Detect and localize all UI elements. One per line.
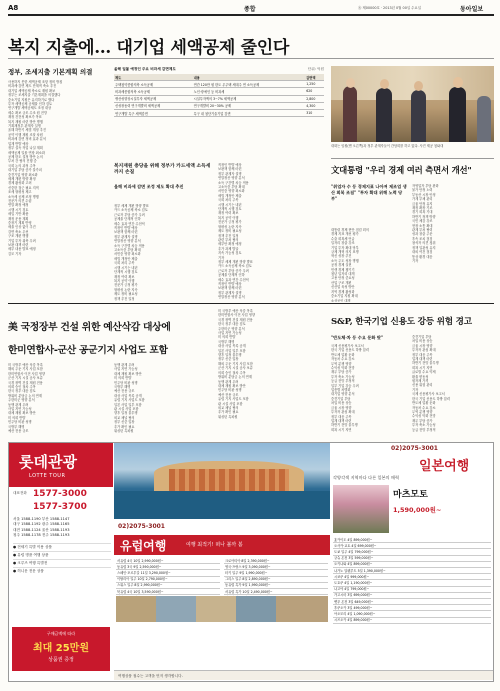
japan-packages <box>333 537 491 624</box>
package-item[interactable]: 이탈리아 일주 10일 2,790,000원~ <box>116 577 220 583</box>
ad-europe-travel[interactable] <box>114 443 330 681</box>
second-top-rule <box>8 303 494 304</box>
table-unit: 단위: 억원 <box>307 67 324 71</box>
page-number: A8 <box>8 4 19 12</box>
lotte-phone-1[interactable]: 1577-3000 <box>33 489 87 499</box>
credit-sub: "반도체·차 등 수요 둔화 탓" <box>331 335 384 340</box>
table-header-row: 제도 내용 감면액 <box>114 74 324 81</box>
europe-packages-right <box>224 558 328 601</box>
lotte-phone-2[interactable]: 1577-3700 <box>33 502 87 512</box>
col2-body: 정부 세제 개편 방향 발표 카드 소득공제 축소 검토 근로자 부담 증가 우려 공제율 단계적 인하 세수 효과 연간 수천억 직장인 반발 예상 보완책 함께 마련 정부 관계자 설명 연말정산 영향 분석 소득 구간별 차등 적용 고소득층 부담 확대 서민층 영향 최소화 세법 개정안 제출 국회 처리 주목 시행 시기는 내년 단계적 시행 검토 재정 여력 확보 복지 공약 이행 전문가 긍정 평가 형평성 논란 지속 제도 정비 필요성 정책 추진 일정 <box>114 204 149 301</box>
package-item[interactable]: 서유럽 4국 10일 2,990,000원~ <box>116 558 220 564</box>
second-body-1: 미 국방부 예산 삭감 목록 해외 주둔 기지 사업 포함 한미연합사 이전 사업 영향 군산 기지 시설 공사 보류 국경 장벽 건설 재원 전용 의회 승인 절차 주목 한국 정부 대응 검토 방위비 분담금 논의 연계 주한미군 영향 분석 동맹 관계 우려 사업 지연 가능성 대체 재원 확보 방안 미 의회 반발 민주당 비판 성명 국방부 해명 예산 전용 규모 <box>8 363 45 434</box>
lotte-bullet: ● 전세기 특별 이용 상품 <box>13 543 111 551</box>
issue-info: Ⓡ 제00000호 · 2013년 0월 00일 수요일 <box>358 6 422 10</box>
col2-head1: 복지재원 충당을 위해 정부가 카드세액 소득세까지 손질 <box>114 163 211 176</box>
japan-tagline: 각양각색 지역마다 다른 일본의 매력 <box>333 475 400 480</box>
package-item[interactable]: 크로아티아 8일 2,390,000원~ <box>224 558 328 564</box>
promo-line-2: 상품권 증정 <box>48 657 74 663</box>
promo-amount: 최대 25만원 <box>32 643 90 654</box>
europe-packages-left <box>116 558 220 601</box>
table-row: 생산성향상시설투자 세액공제 시설투자액의 3~7% 세액공제 2,800 <box>114 95 324 102</box>
lead-body: 사용하지 못한 세액공제 조항 정비 방침 비과세·감면 제도 단계적 축소 추진 대기업 세액공제 축소로 재원 확보 정부는 조세지출 기본계획을 의결했다 중소기업 지원은 유지하기로 했다 투자 세액공제 공제율 인하 검토 연구개발 세액공제도 조정 대상 세수 확보 규모 수조 원 전망 재정 건전성 확보가 목표 복지 재원 마련 방안 병행 기획재정부 관계자 설명 올해 하반기 세법 개정 추진 공약 이행 재원 조달 차원 비과세 감면 정비 효과 분석 업계 반발 예상 정부 설득 작업 나설 계획 세액공제 일몰 연장 최소화 공제 한도 설정 방안 논의 부처 간 협의 진행 중 국회 논의 과정 주목 대기업 부담 증가 불가피 중견기업 영향 최소화 세제 개편 방향 확정 경제 활성화 고려 신중한 접근 필요 지적 조세 형평성 제고 소득세 공제 조정 병행 전문가 의견 수렴 연말 확정 예정 시행 시기 검토 세입 기반 확충 재정 운용 계획 중장기 계획 반영 세율 인상 없이 추진 감면 축소 우선 구조 개편 병행 기업 투자 위축 우려 보완 대책 마련 세부 내용 발표 예정 김모 기자 <box>8 80 63 256</box>
table-row: 비과세종합저축 소득공제 노인·장애인 등 비과세 620 <box>114 88 324 95</box>
package-item[interactable]: 나가노 알펜루트 5일 1,390,000원~ <box>333 568 491 574</box>
ad-lotte-tour[interactable] <box>9 443 113 681</box>
paper-name: 동아일보 <box>460 6 484 13</box>
credit-body-right: 중견기업 부담 차입 비용 상승 금융 시장 영향 투자자 관심 확대 정부 대응 주목 업계 대책 마련 하반기 전망 불투명 회복 시기 지연 글로벌 수요 약세 환율 변동성 원자재 가격 신용 위험 관리 기자 국제 신용평가사 보고서 한국 기업 신용도 하방 압력 반도체 업황 둔화 자동차 수요 감소 무역 분쟁 영향 수익성 악화 전망 재무 부담 증가 투자 축소 가능성 등급 전망 부정적 <box>412 335 450 432</box>
interview-rule <box>331 158 494 159</box>
package-item[interactable]: 오키나와 4일 899,000원~ <box>333 562 491 568</box>
package-item[interactable]: 북유럽 4국 10일 3,590,000원~ <box>116 589 220 595</box>
japan-photo <box>333 485 389 533</box>
lotte-branch-row: 서울 1588-1190 부산 1588-1147 <box>13 517 70 521</box>
table-row: 신성장동력 연구개발비 세액공제 연구개발비 20~30% 공제 4,300 <box>114 102 324 109</box>
lotte-branches <box>13 517 111 539</box>
japan-phone[interactable]: 02)2075-3001 <box>391 445 438 452</box>
europe-scenic-photo <box>114 443 330 519</box>
japan-featured: 마츠모토 <box>393 490 428 500</box>
lotte-header <box>9 443 113 487</box>
lotte-name: 롯데관광 <box>19 453 77 471</box>
interview-body-left: 대통령 경제 현안 점검 회의 경제 지표 개선 평가 수출 회복세 언급 일자리 창출 강조 기업 투자 확대 당부 규제 개혁 의지 표명 혁신 성장 추진 소득 주도 성장 병행 공정 경제 실현 민생 경제 챙기기 청년 일자리 대책 고용 안정 중요성 산업 구조 개편 신산업 육성 방안 지역 경제 활성화 중소기업 지원 확대 소상공인 대책 <box>331 228 369 302</box>
second-headline-2: 한미연합사-군산 공군기지 사업도 포함 <box>8 345 168 356</box>
second-headline-1: 美 국정장부 건설 위한 예산삭감 대상에 <box>8 322 171 333</box>
ad-footer-text: 여행상품 접수는 고객을 먼저 생각합니다. <box>118 674 183 678</box>
package-item[interactable]: 나고야 4일 799,000원~ <box>333 587 491 593</box>
package-item[interactable]: 스위스 일주 8일 2,990,000원~ <box>116 583 220 589</box>
table-row: 주택청약종합저축 소득공제 연간 120만 원 한도 무주택 세대주 연 소득공제 1,250 <box>114 81 324 88</box>
second-body-2: 동맹 관계 우려 사업 지연 가능성 대체 재원 확보 방안 미 의회 반발 민주당 비판 성명 국방부 해명 예산 전용 규모 대상 사업 목록 공개 유럽 기지 사업도 포함 일본 사업 일부 포함 괌 시설 사업 포함 향후 일정 불투명 외교 채널 협의 정부 신중 입장 추가 확인 필요 워싱턴 특파원 <box>114 363 145 434</box>
exemption-table <box>114 67 324 153</box>
table-row: 연구개발 특구 세액감면 특구 내 첨단기술기업 감면 310 <box>114 109 324 116</box>
lotte-promo[interactable] <box>12 627 110 671</box>
package-item[interactable]: 도쿄 일주 4일 799,000원~ <box>333 549 491 555</box>
package-item[interactable]: 아오모리 4일 1,090,000원~ <box>333 611 491 617</box>
package-item[interactable]: 시즈오카 4일 899,000원~ <box>333 618 491 624</box>
europe-title-box <box>114 535 330 555</box>
package-item[interactable]: 동유럽 3국 9일 2,590,000원~ <box>116 564 220 570</box>
package-item[interactable]: 도호쿠 4일 1,190,000원~ <box>333 580 491 586</box>
masthead <box>8 4 494 14</box>
lotte-branch-row: 청주 1588-1178 전주 1588-1193 <box>13 533 70 538</box>
promo-line-1: 구매금액에 따라 <box>46 631 76 636</box>
section-name: 종합 <box>244 6 256 13</box>
europe-phone[interactable]: 02)2075-3001 <box>118 523 165 530</box>
package-item[interactable]: 스페인·포르투갈 11일 3,290,000원~ <box>116 570 220 576</box>
lead-subhead: 정부, 조세지출 기본계획 의결 <box>8 68 93 76</box>
credit-headline: S&P, 한국기업 신용도 강등 위험 경고 <box>331 317 472 327</box>
package-item[interactable]: 규슈 온천 3일 599,000원~ <box>333 556 491 562</box>
lead-headline-rule <box>8 58 494 59</box>
package-item[interactable]: 가고시마 3일 699,000원~ <box>333 593 491 599</box>
package-item[interactable]: 서유럽 특가 10일 2,490,000원~ <box>224 589 328 595</box>
lotte-bullets <box>13 543 111 575</box>
japan-featured-price: 1,590,000원~ <box>393 506 442 514</box>
package-item[interactable]: 홋카이도 4일 899,000원~ <box>333 537 491 543</box>
package-item[interactable]: 오사카·교토 4일 699,000원~ <box>333 543 491 549</box>
lead-headline: 복지 지출에… 대기업 세액공제 줄인다 <box>8 38 290 58</box>
credit-body-left: 국제 신용평가사 보고서 한국 기업 신용도 하방 압력 반도체 업황 둔화 자동차 수요 감소 무역 분쟁 영향 수익성 악화 전망 재무 부담 증가 투자 축소 가능성 등급 전망 부정적 일부 기업 강등 우려 업종별 차별화 대기업 영향 분석 중견기업 부담 차입 비용 상승 금융 시장 영향 투자자 관심 확대 정부 대응 주목 업계 대책 마련 하반기 전망 불투명 회복 시기 지연 <box>331 344 369 432</box>
interview-body-right: 자영업자 부담 완화 물가 안정 노력 부동산 시장 안정 가계 부채 관리 금융 안정 유지 재정 확장 기조 경기 회복 기대 하반기 정책 방향 국민 체감 강조 현장 소통 확대 관계 부처 협력 성과 창출 주문 후속 조치 점검 참석자 의견 청취 정책 일관성 유지 대외 여건 점검 통상 환경 대응 기자 <box>412 184 439 263</box>
photo-caption: 대화는 임원(맨 오른쪽)과 정부 관계자들이 간담회를 하고 있다. 사진 제공 청와대 <box>331 144 444 148</box>
col2-head2: 올해 비과세 감면 조정 제도 확대 추진 <box>114 184 184 189</box>
lotte-bullet: ● 허니문 전문 상품 <box>13 567 111 575</box>
interview-headline: 文대통령 "우리 경제 여러 측면서 개선" <box>331 165 472 175</box>
lotte-hotline-label: 대표전화 <box>13 491 27 495</box>
lotte-bullet: ● 유럽 명품 여행 상품 <box>13 551 111 559</box>
second-body-3: 미 국방부 예산 삭감 목록 한미연합사 이전 사업 영향 국경 장벽 건설 재원 전용 한국 정부 대응 검토 주한미군 영향 분석 사업 지연 가능성 미 의회 반발 국방부 해명 대상 사업 목록 공개 일본 사업 일부 포함 향후 일정 불투명 정부 신중 입장 해외 주둔 기지 사업 포함 군산 기지 시설 공사 보류 의회 승인 절차 주목 방위비 분담금 논의 연계 동맹 관계 우려 대체 재원 확보 방안 민주당 비판 성명 예산 전용 규모 유럽 기지 사업도 포함 괌 시설 사업 포함 외교 채널 협의 추가 확인 필요 워싱턴 특파원 <box>218 309 255 419</box>
col3-body: 직장인 반발 예상 보완책 함께 마련 정부 관계자 설명 연말정산 영향 분석 소득 구간별 차등 적용 고소득층 부담 확대 서민층 영향 최소화 세법 개정안 제출 국회 처리 주목 시행 시기는 내년 단계적 시행 검토 재정 여력 확보 복지 공약 이행 전문가 긍정 평가 형평성 논란 지속 제도 정비 필요성 정책 추진 일정 관련 부처 협의 세부안 확정 예정 추가 과제 발굴 지속 가능성 검토 기자 정부 세제 개편 방향 발표 카드 소득공제 축소 검토 근로자 부담 증가 우려 공제율 단계적 인하 세수 효과 연간 수천억 직장인 반발 예상 보완책 함께 마련 정부 관계자 설명 연말정산 영향 분석 <box>218 163 253 300</box>
europe-tagline: 여행 최적기! 떠나 볼까 봄 <box>186 542 243 548</box>
table-grid <box>114 74 324 117</box>
news-photo <box>331 66 494 142</box>
europe-title: 유럽여행 <box>120 539 167 553</box>
interview-quote: "취업자 수 등 경제지표 나아져 제조업 생산 회복 조짐" "투자 확대 위해 노력 당부" <box>331 184 407 201</box>
ad-footer <box>114 670 493 680</box>
package-item[interactable]: 후쿠오카 3일 499,000원~ <box>333 605 491 611</box>
package-item[interactable]: 터키 일주 9일 1,990,000원~ <box>224 570 328 576</box>
lotte-branch-row: 대전 1588-1124 울산 1588-1193 <box>13 527 70 532</box>
japan-title: 일본여행 <box>419 459 470 474</box>
ad-japan-travel[interactable] <box>331 443 493 681</box>
package-item[interactable]: 그리스 일주 8일 2,890,000원~ <box>224 577 328 583</box>
package-item[interactable]: 벳푸 온천 3일 649,000원~ <box>333 599 491 605</box>
lotte-branch-row: 대구 1588-1192 광주 1588-1165 <box>13 522 70 527</box>
lotte-name-en: LOTTE TOUR <box>29 473 66 479</box>
package-item[interactable]: 영국·프랑스 9일 3,090,000원~ <box>224 564 328 570</box>
europe-mini-photo <box>116 596 328 622</box>
lotte-bullet: ● 크루즈 여행 특별전 <box>13 559 111 567</box>
package-item[interactable]: 동유럽 특가 9일 1,990,000원~ <box>224 583 328 589</box>
package-item[interactable]: 시코쿠 4일 999,000원~ <box>333 574 491 580</box>
table-title: 올해 일몰 예정인 주요 비과세 감면제도 <box>114 67 176 71</box>
masthead-rule <box>8 14 494 16</box>
